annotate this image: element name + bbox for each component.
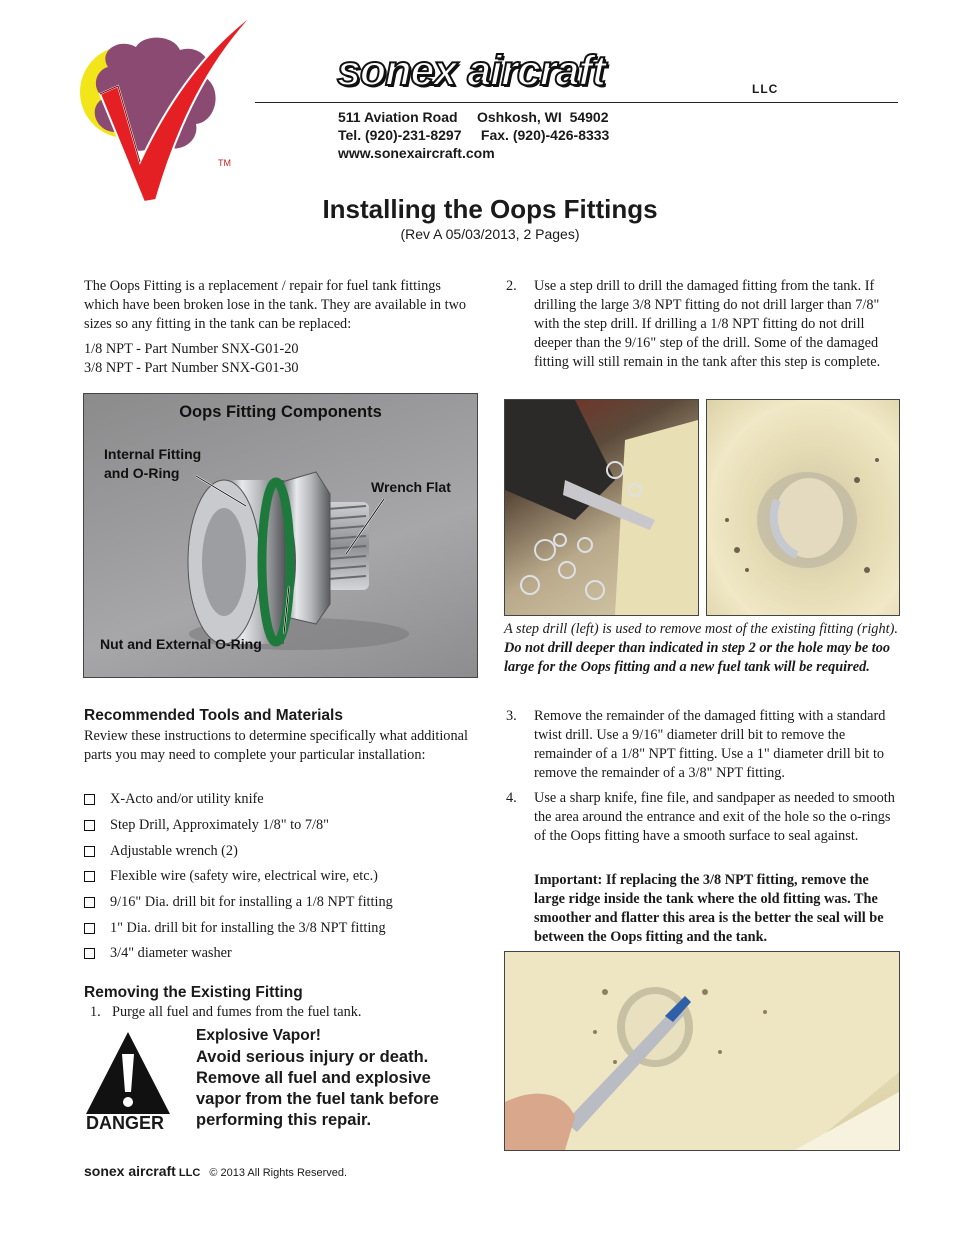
step-number: 1. bbox=[90, 1004, 101, 1020]
part-number-1: 1/8 NPT - Part Number SNX-G01-20 bbox=[84, 341, 299, 357]
trademark-symbol: TM bbox=[218, 158, 231, 168]
step-text: Remove the remainder of the damaged fitting with a standard twist drill. Use a 9/16" diameter drill bit to remove the remainder of a 1/8" NPT fitting. Use a 1" diameter drill bit to remove the remainder of a 3/8" NPT fitting. bbox=[534, 708, 886, 781]
checklist-item[interactable]: 9/16" Dia. drill bit for installing a 1/8 NPT fitting bbox=[84, 890, 393, 916]
danger-headline: Explosive Vapor! bbox=[196, 1027, 321, 1044]
website-link[interactable]: www.sonexaircraft.com bbox=[338, 145, 495, 161]
checkbox-icon[interactable] bbox=[84, 897, 95, 908]
footer-suffix: LLC bbox=[178, 1167, 201, 1179]
page-title: Installing the Oops Fittings bbox=[322, 194, 658, 224]
important-note: Important: If replacing the 3/8 NPT fitting, remove the large ridge inside the tank where the old fitting was. The smoother and flatter this area is the better the seal will be between the Oops fitting and the tank. bbox=[534, 872, 884, 945]
danger-label: DANGER bbox=[86, 1113, 165, 1133]
step-text: Purge all fuel and fumes from the fuel tank. bbox=[112, 1004, 362, 1020]
step-2 bbox=[506, 277, 898, 372]
label-internal-fitting: Internal Fitting and O-Ring bbox=[104, 446, 202, 481]
removing-heading: Removing the Existing Fitting bbox=[84, 984, 303, 1001]
components-heading: Oops Fitting Components bbox=[179, 403, 382, 421]
checkbox-icon[interactable] bbox=[84, 846, 95, 857]
brand-wordmark: sonex aircraft bbox=[337, 47, 606, 95]
footer-copyright: © 2013 All Rights Reserved. bbox=[209, 1167, 348, 1179]
label-nut-external-oring: Nut and External O-Ring bbox=[100, 636, 262, 652]
step-drill-photo bbox=[504, 399, 699, 616]
footer-brand: sonex aircraft bbox=[84, 1163, 176, 1179]
checkbox-icon[interactable] bbox=[84, 794, 95, 805]
brand-suffix: LLC bbox=[752, 82, 779, 96]
company-logo bbox=[78, 12, 258, 204]
caption-text: A step drill (left) is used to remove most of the existing fitting (right). bbox=[504, 621, 898, 637]
part-number-2: 3/8 NPT - Part Number SNX-G01-30 bbox=[84, 360, 299, 376]
step-4 bbox=[506, 789, 898, 846]
contact-block bbox=[338, 108, 609, 162]
checklist-item[interactable]: Flexible wire (safety wire, electrical wire, etc.) bbox=[84, 864, 393, 890]
checkbox-icon[interactable] bbox=[84, 923, 95, 934]
step-text: Use a sharp knife, fine file, and sandpaper as needed to smooth the area around the entrance and exit of the hole so the o-rings of the Oops fitting have a smooth surface to seal against. bbox=[534, 790, 895, 844]
components-photo bbox=[83, 393, 478, 678]
step-number: 3. bbox=[506, 708, 517, 724]
drilled-hole-photo bbox=[706, 399, 900, 616]
checklist-item[interactable]: 3/4" diameter washer bbox=[84, 941, 393, 967]
danger-warning-icon bbox=[84, 1030, 172, 1116]
footer bbox=[84, 1163, 347, 1179]
phone-line: Tel. (920)-231-8297 Fax. (920)-426-8333 bbox=[338, 127, 610, 143]
checklist-item[interactable]: Step Drill, Approximately 1/8" to 7/8" bbox=[84, 813, 393, 839]
checklist-item[interactable]: 1" Dia. drill bit for installing the 3/8 NPT fitting bbox=[84, 915, 393, 941]
caption-warning: Do not drill deeper than indicated in step 2 or the hole may be too large for the Oops fitting and a new fuel tank will be required. bbox=[504, 640, 891, 675]
tools-heading: Recommended Tools and Materials bbox=[84, 707, 343, 724]
step-number: 2. bbox=[506, 278, 517, 294]
checkbox-icon[interactable] bbox=[84, 871, 95, 882]
tools-checklist bbox=[84, 787, 393, 967]
tools-intro: Review these instructions to determine specifically what additional parts you may need to complete your particular installation: bbox=[84, 728, 468, 763]
step-number: 4. bbox=[506, 790, 517, 806]
step-3 bbox=[506, 707, 898, 783]
page-subtitle: (Rev A 05/03/2013, 2 Pages) bbox=[400, 226, 580, 242]
label-wrench-flat: Wrench Flat bbox=[371, 479, 451, 495]
checkbox-icon[interactable] bbox=[84, 820, 95, 831]
intro-paragraph: The Oops Fitting is a replacement / repair for fuel tank fittings which have been broken lose in the tank. They are available in two sizes so any fitting in the tank can be replaced: bbox=[84, 278, 467, 332]
checklist-item[interactable]: X-Acto and/or utility knife bbox=[84, 787, 393, 813]
danger-message: Avoid serious injury or death. Remove all fuel and explosive vapor from the fuel tank before performing this repair. bbox=[196, 1048, 439, 1129]
header-rule bbox=[255, 102, 898, 103]
filing-photo bbox=[504, 951, 900, 1151]
step-1 bbox=[90, 1003, 361, 1022]
checklist-item[interactable]: Adjustable wrench (2) bbox=[84, 838, 393, 864]
photo-caption bbox=[504, 620, 898, 677]
step-text: Use a step drill to drill the damaged fitting from the tank. If drilling the large 3/8 NPT fitting do not drill larger than 7/8" with the step drill. If drilling a 1/8 NPT fitting do not drill deeper than the 9/16" step of the drill. Some of the damaged fitting will still remain in the tank after this step is complete. bbox=[534, 278, 881, 370]
checkbox-icon[interactable] bbox=[84, 948, 95, 959]
address-line: 511 Aviation Road Oshkosh, WI 54902 bbox=[338, 109, 609, 125]
